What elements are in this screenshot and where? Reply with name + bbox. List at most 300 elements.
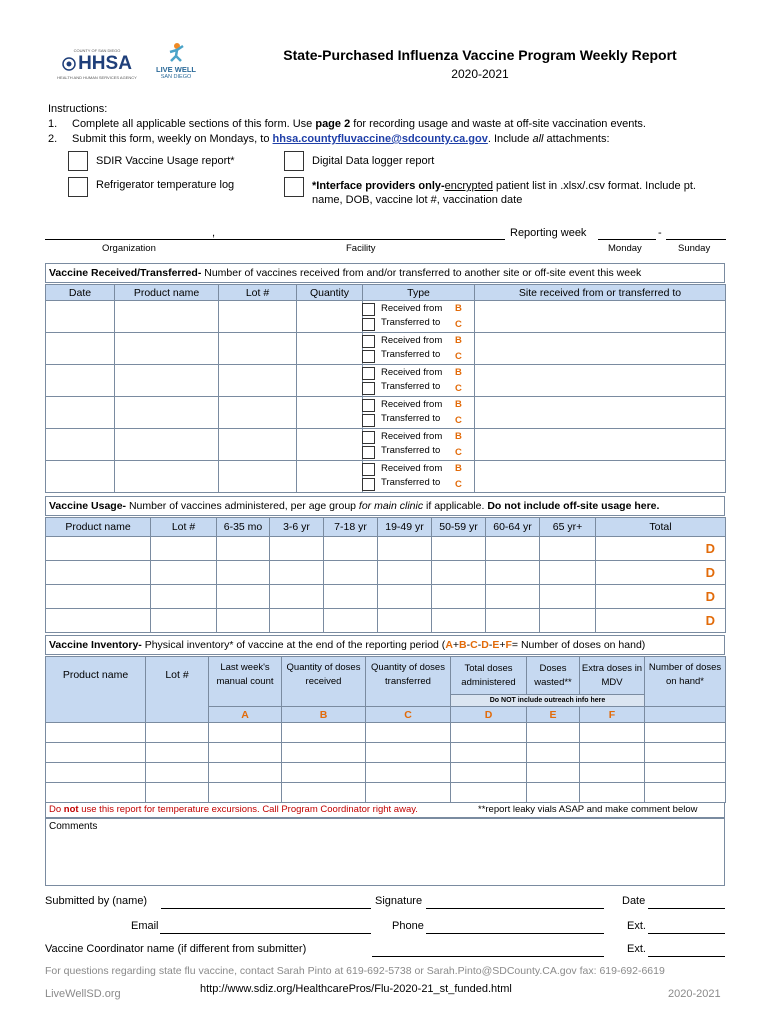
- usage-title-bold: Vaccine Usage-: [49, 500, 127, 512]
- transferred-to-checkbox[interactable]: [362, 478, 375, 491]
- formula-a: A: [445, 639, 453, 651]
- temperature-warning: [49, 804, 418, 815]
- warning-row: [45, 802, 725, 818]
- received-from-label: Received from: [381, 302, 443, 314]
- inv-received-cell[interactable]: [282, 783, 366, 803]
- inv-total-cell[interactable]: [451, 783, 527, 803]
- week-sunday-field[interactable]: [666, 226, 726, 240]
- product-cell[interactable]: [115, 365, 219, 397]
- inv-total-cell[interactable]: [451, 723, 527, 743]
- usage-col-65plus: 65 yr+: [540, 518, 596, 537]
- sdir-label: SDIR Vaccine Usage report*: [96, 155, 235, 167]
- inv-transferred-cell[interactable]: [366, 783, 451, 803]
- transferred-to-label: Transferred to: [381, 380, 441, 392]
- instruction-2-text: Submit this form, weekly on Mondays, to: [72, 133, 273, 145]
- site-cell[interactable]: [475, 397, 726, 429]
- ext-label-1: Ext.: [627, 920, 646, 932]
- quantity-cell[interactable]: [297, 429, 363, 461]
- usage-cell-7-18yr[interactable]: [324, 537, 378, 561]
- lot-cell[interactable]: [219, 429, 297, 461]
- col-date: Date: [46, 285, 115, 301]
- page-title: State-Purchased Influenza Vaccine Program Weekly Report: [283, 47, 677, 63]
- usage-cell-50-59yr[interactable]: [432, 585, 486, 609]
- usage-cell-3-6yr[interactable]: [270, 609, 324, 633]
- received-section-title: [45, 263, 725, 283]
- inv-lot-cell[interactable]: [146, 783, 209, 803]
- received-letter-b: B: [455, 302, 462, 314]
- warning-not: not: [63, 804, 79, 815]
- transferred-to-label: Transferred to: [381, 316, 441, 328]
- date-cell[interactable]: [46, 429, 115, 461]
- inv-last-week-cell[interactable]: [209, 723, 282, 743]
- instruction-1-number: 1.: [48, 118, 58, 130]
- letter-a: A: [209, 707, 282, 723]
- livewell-logo: [152, 42, 200, 84]
- transferred-to-checkbox[interactable]: [362, 350, 375, 363]
- col-site: Site received from or transferred to: [475, 285, 726, 301]
- inv-lot-cell[interactable]: [146, 743, 209, 763]
- inv-col-extra: Extra doses in MDV: [580, 657, 645, 695]
- received-from-checkbox[interactable]: [362, 399, 375, 412]
- received-letter-b: B: [455, 430, 462, 442]
- instructions: [48, 102, 748, 147]
- site-cell[interactable]: [475, 429, 726, 461]
- facility-label: Facility: [346, 243, 376, 254]
- type-cell: [363, 397, 475, 429]
- inv-product-cell[interactable]: [46, 783, 146, 803]
- date-field[interactable]: [648, 895, 725, 909]
- instruction-2-number: 2.: [48, 133, 58, 145]
- logger-label: Digital Data logger report: [312, 155, 435, 167]
- usage-title-bold2: Do not include off-site usage here.: [487, 500, 660, 512]
- inv-transferred-cell[interactable]: [366, 743, 451, 763]
- transferred-letter-c: C: [455, 478, 462, 490]
- inventory-table: [45, 656, 726, 803]
- logger-checkbox[interactable]: [284, 151, 304, 171]
- comments-label: Comments: [49, 821, 98, 832]
- inventory-title-end: = Number of doses on hand): [511, 639, 646, 651]
- product-cell[interactable]: [115, 461, 219, 493]
- received-from-checkbox[interactable]: [362, 303, 375, 316]
- fridge-checkbox[interactable]: [68, 177, 88, 197]
- formula-f: F: [505, 639, 512, 651]
- transferred-to-checkbox[interactable]: [362, 414, 375, 427]
- received-row: [46, 461, 726, 493]
- received-from-label: Received from: [381, 398, 443, 410]
- ext-label-2: Ext.: [627, 943, 646, 955]
- logo-small-bottom: HEALTH AND HUMAN SERVICES AGENCY: [57, 75, 137, 80]
- usage-cell-lot[interactable]: [151, 585, 217, 609]
- received-from-checkbox[interactable]: [362, 335, 375, 348]
- usage-cell-60-64yr[interactable]: [486, 609, 540, 633]
- comments-box[interactable]: [45, 818, 725, 886]
- instruction-2-text-mid: . Include: [487, 133, 533, 145]
- transferred-letter-c: C: [455, 382, 462, 394]
- quantity-cell[interactable]: [297, 365, 363, 397]
- inv-extra-cell[interactable]: [580, 743, 645, 763]
- email-label: Email: [131, 920, 159, 932]
- leaky-vials-note: **report leaky vials ASAP and make comment below: [478, 804, 698, 815]
- inv-col-onhand: Number of doses on hand*: [645, 657, 726, 707]
- usage-title-text2: if applicable.: [423, 500, 488, 512]
- usage-cell-19-49yr[interactable]: [378, 609, 432, 633]
- coordinator-label: Vaccine Coordinator name (if different from submitter): [45, 943, 307, 955]
- inv-extra-cell[interactable]: [580, 783, 645, 803]
- inv-col-wasted: Doses wasted**: [527, 657, 580, 695]
- outreach-note: Do NOT include outreach info here: [451, 695, 645, 707]
- quantity-cell[interactable]: [297, 301, 363, 333]
- transferred-to-checkbox[interactable]: [362, 382, 375, 395]
- site-cell[interactable]: [475, 461, 726, 493]
- usage-cell-60-64yr[interactable]: [486, 537, 540, 561]
- usage-cell-65plus[interactable]: [540, 561, 596, 585]
- week-dash: -: [658, 227, 662, 239]
- quantity-cell[interactable]: [297, 397, 363, 429]
- usage-section-title: [45, 496, 725, 516]
- logo-small-top: COUNTY OF SAN DIEGO: [73, 48, 121, 53]
- inventory-row: [46, 783, 726, 803]
- received-row: [46, 429, 726, 461]
- interface-bold: *Interface providers only-: [312, 180, 445, 192]
- warning-do: Do: [49, 804, 64, 815]
- col-type: Type: [363, 285, 475, 301]
- email-link[interactable]: hhsa.countyfluvaccine@sdcounty.ca.gov: [272, 133, 488, 145]
- usage-cell-lot[interactable]: [151, 561, 217, 585]
- site-cell[interactable]: [475, 301, 726, 333]
- coordinator-field[interactable]: [372, 943, 604, 957]
- interface-encrypted: encrypted: [444, 180, 493, 192]
- transferred-to-label: Transferred to: [381, 412, 441, 424]
- quantity-cell[interactable]: [297, 333, 363, 365]
- type-cell: [363, 333, 475, 365]
- letter-b: B: [282, 707, 366, 723]
- page-subtitle: 2020-2021: [451, 67, 509, 81]
- usage-cell-19-49yr[interactable]: [378, 585, 432, 609]
- usage-cell-6-35mo[interactable]: [217, 561, 270, 585]
- received-from-label: Received from: [381, 334, 443, 346]
- inv-onhand-cell[interactable]: [645, 763, 726, 783]
- received-title-bold: Vaccine Received/Transferred-: [49, 267, 202, 279]
- usage-cell-65plus[interactable]: [540, 585, 596, 609]
- type-cell: [363, 365, 475, 397]
- date-cell[interactable]: [46, 301, 115, 333]
- week-monday-field[interactable]: [598, 226, 656, 240]
- inv-col-total: Total doses administered: [451, 657, 527, 695]
- instruction-1: [72, 117, 646, 132]
- received-row: [46, 365, 726, 397]
- interface-label: [312, 179, 696, 207]
- ext-field-1[interactable]: [648, 920, 725, 934]
- site-cell[interactable]: [475, 333, 726, 365]
- interface-rest: patient list in .xlsx/.csv format. Include pt.: [492, 180, 696, 192]
- onhand-letter-cell: [645, 707, 726, 723]
- usage-col-product: Product name: [46, 518, 151, 537]
- received-from-checkbox[interactable]: [362, 463, 375, 476]
- transferred-to-label: Transferred to: [381, 444, 441, 456]
- transferred-letter-c: C: [455, 318, 462, 330]
- formula-d: D: [481, 639, 489, 651]
- inv-extra-cell[interactable]: [580, 723, 645, 743]
- received-from-checkbox[interactable]: [362, 431, 375, 444]
- inv-onhand-cell[interactable]: [645, 783, 726, 803]
- received-letter-b: B: [455, 462, 462, 474]
- warning-rest: use this report for temperature excursions. Call Program Coordinator right away.: [78, 804, 418, 815]
- usage-col-60-64yr: 60-64 yr: [486, 518, 540, 537]
- usage-letter-d: D: [705, 565, 715, 580]
- usage-cell-product[interactable]: [46, 585, 151, 609]
- inv-product-cell[interactable]: [46, 743, 146, 763]
- inv-col-product: Product name: [46, 657, 146, 723]
- phone-label: Phone: [392, 920, 424, 932]
- usage-cell-7-18yr[interactable]: [324, 585, 378, 609]
- livewell-sub: SAN DIEGO: [160, 74, 192, 80]
- letter-d: D: [451, 707, 527, 723]
- received-letter-b: B: [455, 334, 462, 346]
- usage-cell-65plus[interactable]: [540, 609, 596, 633]
- inv-last-week-cell[interactable]: [209, 783, 282, 803]
- county-seal-icon: [62, 57, 76, 71]
- transferred-to-checkbox[interactable]: [362, 318, 375, 331]
- organization-label: Organization: [102, 243, 156, 254]
- quantity-cell[interactable]: [297, 461, 363, 493]
- formula-minus-1: -: [466, 639, 471, 651]
- received-row: [46, 333, 726, 365]
- phone-field[interactable]: [426, 920, 604, 934]
- reporting-week-label: Reporting week: [510, 227, 587, 239]
- date-cell[interactable]: [46, 365, 115, 397]
- footer-site: LiveWellSD.org: [45, 988, 121, 1000]
- ext-field-2[interactable]: [648, 943, 725, 957]
- col-quantity: Quantity: [297, 285, 363, 301]
- usage-col-3-6yr: 3-6 yr: [270, 518, 324, 537]
- inventory-section-title: [45, 635, 725, 655]
- usage-cell-7-18yr[interactable]: [324, 609, 378, 633]
- formula-minus-3: -: [488, 639, 493, 651]
- inv-received-cell[interactable]: [282, 723, 366, 743]
- inv-col-transferred: Quantity of doses transferred: [366, 657, 451, 707]
- organization-facility-field[interactable]: [45, 226, 505, 240]
- usage-cell-3-6yr[interactable]: [270, 537, 324, 561]
- usage-cell-65plus[interactable]: [540, 537, 596, 561]
- hhsa-logo: [54, 48, 140, 82]
- usage-title-text: Number of vaccines administered, per age group: [126, 500, 359, 512]
- received-from-label: Received from: [381, 462, 443, 474]
- inv-col-received: Quantity of doses received: [282, 657, 366, 707]
- usage-cell-50-59yr[interactable]: [432, 561, 486, 585]
- type-cell: [363, 461, 475, 493]
- instruction-2-all: all: [532, 133, 544, 145]
- transferred-letter-c: C: [455, 414, 462, 426]
- inv-col-last-week: Last week's manual count: [209, 657, 282, 707]
- usage-cell-6-35mo[interactable]: [217, 609, 270, 633]
- inv-lot-cell[interactable]: [146, 763, 209, 783]
- inventory-row: [46, 763, 726, 783]
- usage-cell-60-64yr[interactable]: [486, 561, 540, 585]
- formula-b: B: [459, 639, 467, 651]
- usage-cell-product[interactable]: [46, 537, 151, 561]
- signature-field[interactable]: [426, 895, 604, 909]
- usage-cell-7-18yr[interactable]: [324, 561, 378, 585]
- type-cell: [363, 429, 475, 461]
- formula-plus-1: +: [452, 639, 460, 651]
- usage-cell-total[interactable]: [596, 609, 726, 633]
- lot-cell[interactable]: [219, 365, 297, 397]
- inventory-title-bold: Vaccine Inventory-: [49, 639, 142, 651]
- usage-cell-total[interactable]: [596, 585, 726, 609]
- received-row: [46, 301, 726, 333]
- received-row: [46, 397, 726, 429]
- org-comma: ,: [212, 227, 216, 239]
- instruction-2-text-end: attachments:: [543, 133, 610, 145]
- usage-letter-d: D: [705, 589, 715, 604]
- usage-col-total: Total: [596, 518, 726, 537]
- received-from-label: Received from: [381, 430, 443, 442]
- letter-c: C: [366, 707, 451, 723]
- usage-letter-d: D: [705, 613, 715, 628]
- instruction-2: [72, 132, 610, 147]
- usage-col-50-59yr: 50-59 yr: [432, 518, 486, 537]
- inv-transferred-cell[interactable]: [366, 723, 451, 743]
- received-letter-b: B: [455, 366, 462, 378]
- signature-label: Signature: [375, 895, 423, 907]
- inv-onhand-cell[interactable]: [645, 743, 726, 763]
- inv-wasted-cell[interactable]: [527, 763, 580, 783]
- usage-cell-50-59yr[interactable]: [432, 609, 486, 633]
- received-from-label: Received from: [381, 366, 443, 378]
- inv-last-week-cell[interactable]: [209, 763, 282, 783]
- inventory-title-text: Physical inventory* of vaccine at the end of the reporting period (: [141, 639, 446, 651]
- inventory-row: [46, 743, 726, 763]
- monday-label: Monday: [608, 243, 642, 254]
- usage-cell-3-6yr[interactable]: [270, 561, 324, 585]
- interface-checkbox[interactable]: [284, 177, 304, 197]
- usage-cell-19-49yr[interactable]: [378, 561, 432, 585]
- sunday-label: Sunday: [678, 243, 711, 254]
- letter-e: E: [527, 707, 580, 723]
- product-cell[interactable]: [115, 301, 219, 333]
- inv-wasted-cell[interactable]: [527, 743, 580, 763]
- usage-cell-3-6yr[interactable]: [270, 585, 324, 609]
- formula-plus-2: +: [499, 639, 506, 651]
- date-cell[interactable]: [46, 397, 115, 429]
- instruction-1-text-end: for recording usage and waste at off-site vaccination events.: [350, 118, 646, 130]
- footer-url[interactable]: http://www.sdiz.org/HealthcarePros/Flu-2020-21_st_funded.html: [200, 983, 512, 995]
- usage-cell-product[interactable]: [46, 609, 151, 633]
- col-product-name: Product name: [115, 285, 219, 301]
- site-cell[interactable]: [475, 365, 726, 397]
- transferred-letter-c: C: [455, 446, 462, 458]
- type-cell: [363, 301, 475, 333]
- inv-received-cell[interactable]: [282, 763, 366, 783]
- usage-letter-d: D: [705, 541, 715, 556]
- inv-total-cell[interactable]: [451, 763, 527, 783]
- lot-cell[interactable]: [219, 397, 297, 429]
- inv-extra-cell[interactable]: [580, 763, 645, 783]
- lot-cell[interactable]: [219, 333, 297, 365]
- usage-cell-6-35mo[interactable]: [217, 585, 270, 609]
- col-lot: Lot #: [219, 285, 297, 301]
- transferred-to-label: Transferred to: [381, 476, 441, 488]
- date-label: Date: [622, 895, 646, 907]
- usage-cell-total[interactable]: [596, 537, 726, 561]
- date-cell[interactable]: [46, 461, 115, 493]
- usage-col-7-18yr: 7-18 yr: [324, 518, 378, 537]
- inv-last-week-cell[interactable]: [209, 743, 282, 763]
- usage-cell-total[interactable]: [596, 561, 726, 585]
- usage-cell-19-49yr[interactable]: [378, 537, 432, 561]
- product-cell[interactable]: [115, 429, 219, 461]
- inv-lot-cell[interactable]: [146, 723, 209, 743]
- instruction-1-page2: page 2: [315, 118, 351, 130]
- usage-cell-6-35mo[interactable]: [217, 537, 270, 561]
- received-letter-b: B: [455, 398, 462, 410]
- usage-col-19-49yr: 19-49 yr: [378, 518, 432, 537]
- product-cell[interactable]: [115, 397, 219, 429]
- usage-row: [46, 609, 726, 633]
- inv-wasted-cell[interactable]: [527, 723, 580, 743]
- usage-cell-product[interactable]: [46, 561, 151, 585]
- inv-wasted-cell[interactable]: [527, 783, 580, 803]
- submitted-by-field[interactable]: [161, 895, 371, 909]
- livewell-figure-icon: [166, 42, 186, 62]
- inv-total-cell[interactable]: [451, 743, 527, 763]
- usage-col-lot: Lot #: [151, 518, 217, 537]
- footer-contact: For questions regarding state flu vaccine, contact Sarah Pinto at 619-692-5738 or Sarah.Pinto@SDCounty.CA.gov fax: 619-692-6619: [45, 965, 665, 977]
- inv-col-lot: Lot #: [146, 657, 209, 723]
- sdir-checkbox[interactable]: [68, 151, 88, 171]
- inv-transferred-cell[interactable]: [366, 763, 451, 783]
- fridge-label: Refrigerator temperature log: [96, 179, 235, 191]
- formula-c: C: [470, 639, 478, 651]
- transferred-to-checkbox[interactable]: [362, 446, 375, 459]
- lot-cell[interactable]: [219, 461, 297, 493]
- hhsa-logo-text: HHSA: [78, 53, 132, 74]
- inv-onhand-cell[interactable]: [645, 723, 726, 743]
- email-field[interactable]: [160, 920, 371, 934]
- lot-cell[interactable]: [219, 301, 297, 333]
- inv-product-cell[interactable]: [46, 723, 146, 743]
- formula-minus-2: -: [477, 639, 482, 651]
- inv-received-cell[interactable]: [282, 743, 366, 763]
- instructions-heading: Instructions:: [48, 103, 108, 115]
- inventory-row: [46, 723, 726, 743]
- usage-row: [46, 561, 726, 585]
- instruction-1-text: Complete all applicable sections of this form. Use: [72, 118, 316, 130]
- received-title-text: Number of vaccines received from and/or transferred to another site or off-site event this week: [201, 267, 642, 279]
- transferred-letter-c: C: [455, 350, 462, 362]
- received-from-checkbox[interactable]: [362, 367, 375, 380]
- usage-cell-50-59yr[interactable]: [432, 537, 486, 561]
- inv-product-cell[interactable]: [46, 763, 146, 783]
- interface-line2: name, DOB, vaccine lot #, vaccination date: [312, 194, 523, 206]
- date-cell[interactable]: [46, 333, 115, 365]
- submitted-by-label: Submitted by (name): [45, 895, 148, 907]
- livewell-text: LIVE WELL: [156, 65, 196, 74]
- usage-cell-lot[interactable]: [151, 609, 217, 633]
- transferred-to-label: Transferred to: [381, 348, 441, 360]
- usage-title-italic: for main clinic: [358, 500, 424, 512]
- usage-table: [45, 517, 726, 633]
- product-cell[interactable]: [115, 333, 219, 365]
- formula-e: E: [492, 639, 500, 651]
- usage-row: [46, 585, 726, 609]
- usage-col-6-35mo: 6-35 mo: [217, 518, 270, 537]
- usage-row: [46, 537, 726, 561]
- footer-year: 2020-2021: [668, 988, 721, 1000]
- usage-cell-60-64yr[interactable]: [486, 585, 540, 609]
- letter-f: F: [580, 707, 645, 723]
- usage-cell-lot[interactable]: [151, 537, 217, 561]
